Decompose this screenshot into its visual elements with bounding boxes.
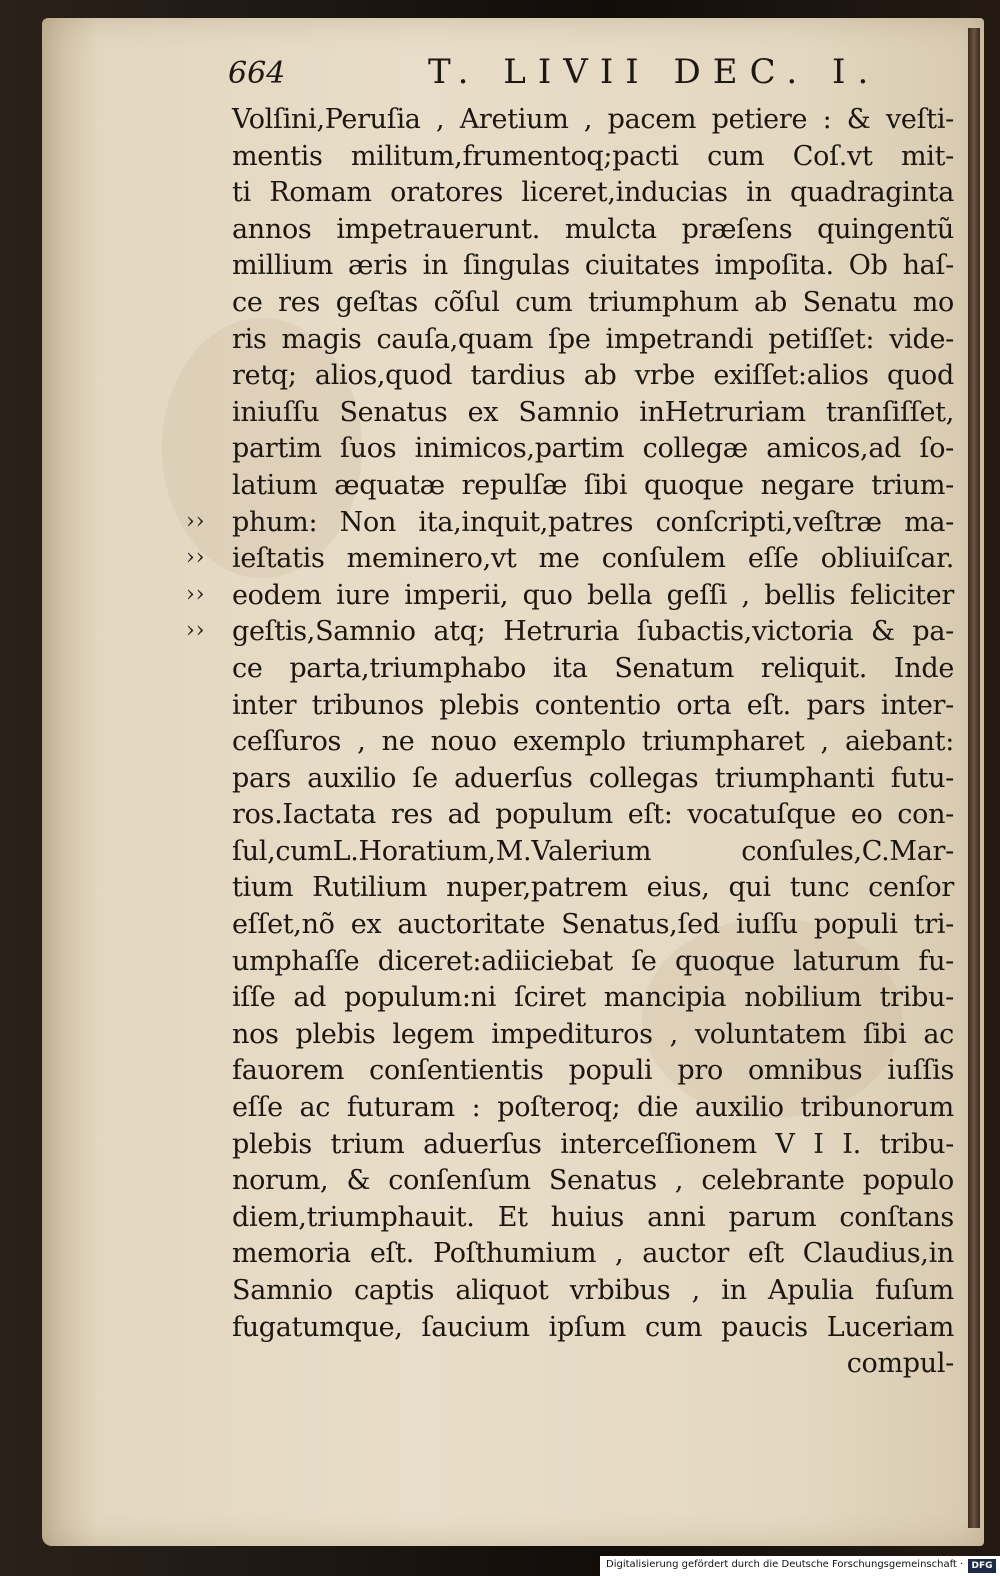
text-line: compul- (846, 1348, 954, 1380)
page-number: 664 (228, 56, 286, 91)
text-line: ce res geſtas cõſul cum triumphum ab Senatu mo (232, 286, 954, 318)
text-line: memoria eſt. Poſthumium , auctor eſt Claudius,in (232, 1238, 954, 1270)
text-line: fugatumque, ſaucium ipſum cum paucis Luceriam (232, 1311, 954, 1343)
text-line: inter tribunos plebis contentio orta eſt. pars inter- (232, 689, 954, 721)
text-line: mentis militum,frumentoq;pacti cum Coſ.vt mit- (232, 140, 954, 172)
page-edge (968, 28, 980, 1528)
margin-quote-mark: ›› (186, 545, 206, 571)
text-line: phum: Non ita,inquit,patres conſcripti,veſtræ ma- (232, 506, 954, 538)
text-line: retq; alios,quod tardius ab vrbe exiſſet:alios quod (232, 360, 954, 392)
margin-quote-mark: ›› (186, 618, 206, 644)
running-title: T. LIVII DEC. I. (428, 52, 881, 92)
text-line: partim ſuos inimicos,partim collegæ amicos,ad ſo- (232, 433, 954, 465)
text-line: ieſtatis meminero,vt me conſulem eſſe obliuiſcar. (232, 543, 954, 575)
text-line: eſſet,nõ ex auctoritate Senatus,ſed iuſſu populi tri- (232, 909, 954, 941)
text-line: Volſini,Peruſia , Aretium , pacem petiere : & veſti- (232, 104, 954, 135)
text-line: iſſe ad populum:ni ſciret mancipia nobilium tribu- (232, 982, 954, 1014)
text-line: nos plebis legem impedituros , voluntatem ſibi ac (232, 1018, 954, 1050)
text-line: Samnio captis aliquot vrbibus , in Apulia fuſum (232, 1275, 954, 1306)
text-line: eſſe ac futuram : poſteroq; die auxilio tribunorum (232, 1092, 954, 1124)
text-line: annos impetrauerunt. mulcta præſens quingentũ (232, 213, 954, 245)
text-line: latium æquatæ repulſæ ſibi quoque negare trium- (232, 469, 954, 501)
text-line: geſtis,Samnio atq; Hetruria ſubactis,victoria & pa- (232, 616, 954, 648)
page-header (228, 52, 948, 96)
text-line: plebis trium aduerſus interceſſionem V I I. tribu- (232, 1128, 954, 1160)
text-line: ris magis cauſa,quam ſpe impetrandi petiſſet: vide- (232, 323, 954, 355)
text-line: ti Romam oratores liceret,inducias in quadraginta (232, 177, 954, 209)
text-line: eodem iure imperii, quo bella geſſi , bellis feliciter (232, 579, 954, 611)
text-line: ſul,cumL.Horatium,M.Valerium conſules,C.Mar- (232, 835, 954, 867)
text-line: pars auxilio ſe aduerſus collegas triumphanti futu- (232, 762, 954, 794)
footer-bar (600, 1556, 1000, 1576)
text-line: umphaſſe diceret:adiiciebat ſe quoque laturum fu- (232, 945, 954, 977)
footer-credit: Digitalisierung gefördert durch die Deutsche Forschungsgemeinschaft · (606, 1559, 964, 1570)
text-line: tium Rutilium nuper,patrem eius, qui tunc cenſor (232, 872, 954, 904)
text-line: millium æris in ſingulas ciuitates impoſita. Ob haſ- (232, 250, 954, 282)
text-line: iniuſſu Senatus ex Samnio inHetruriam tranſiſſet, (232, 396, 954, 428)
text-line: fauorem conſentientis populi pro omnibus iuſſis (232, 1055, 954, 1087)
text-line: ros.Iactata res ad populum eſt: vocatuſque eo con- (232, 799, 954, 831)
text-line: ce parta,triumphabo ita Senatum reliquit. Inde (232, 652, 954, 684)
text-line: diem,triumphauit. Et huius anni parum conſtans (232, 1201, 954, 1233)
text-line: ceſſuros , ne nouo exemplo triumpharet , aiebant: (232, 726, 954, 758)
margin-quote-mark: ›› (186, 508, 206, 534)
dfg-logo: DFG (968, 1559, 996, 1573)
margin-quote-mark: ›› (186, 581, 206, 607)
body-text (186, 102, 954, 1383)
text-line: norum, & conſenſum Senatus , celebrante populo (232, 1165, 954, 1197)
